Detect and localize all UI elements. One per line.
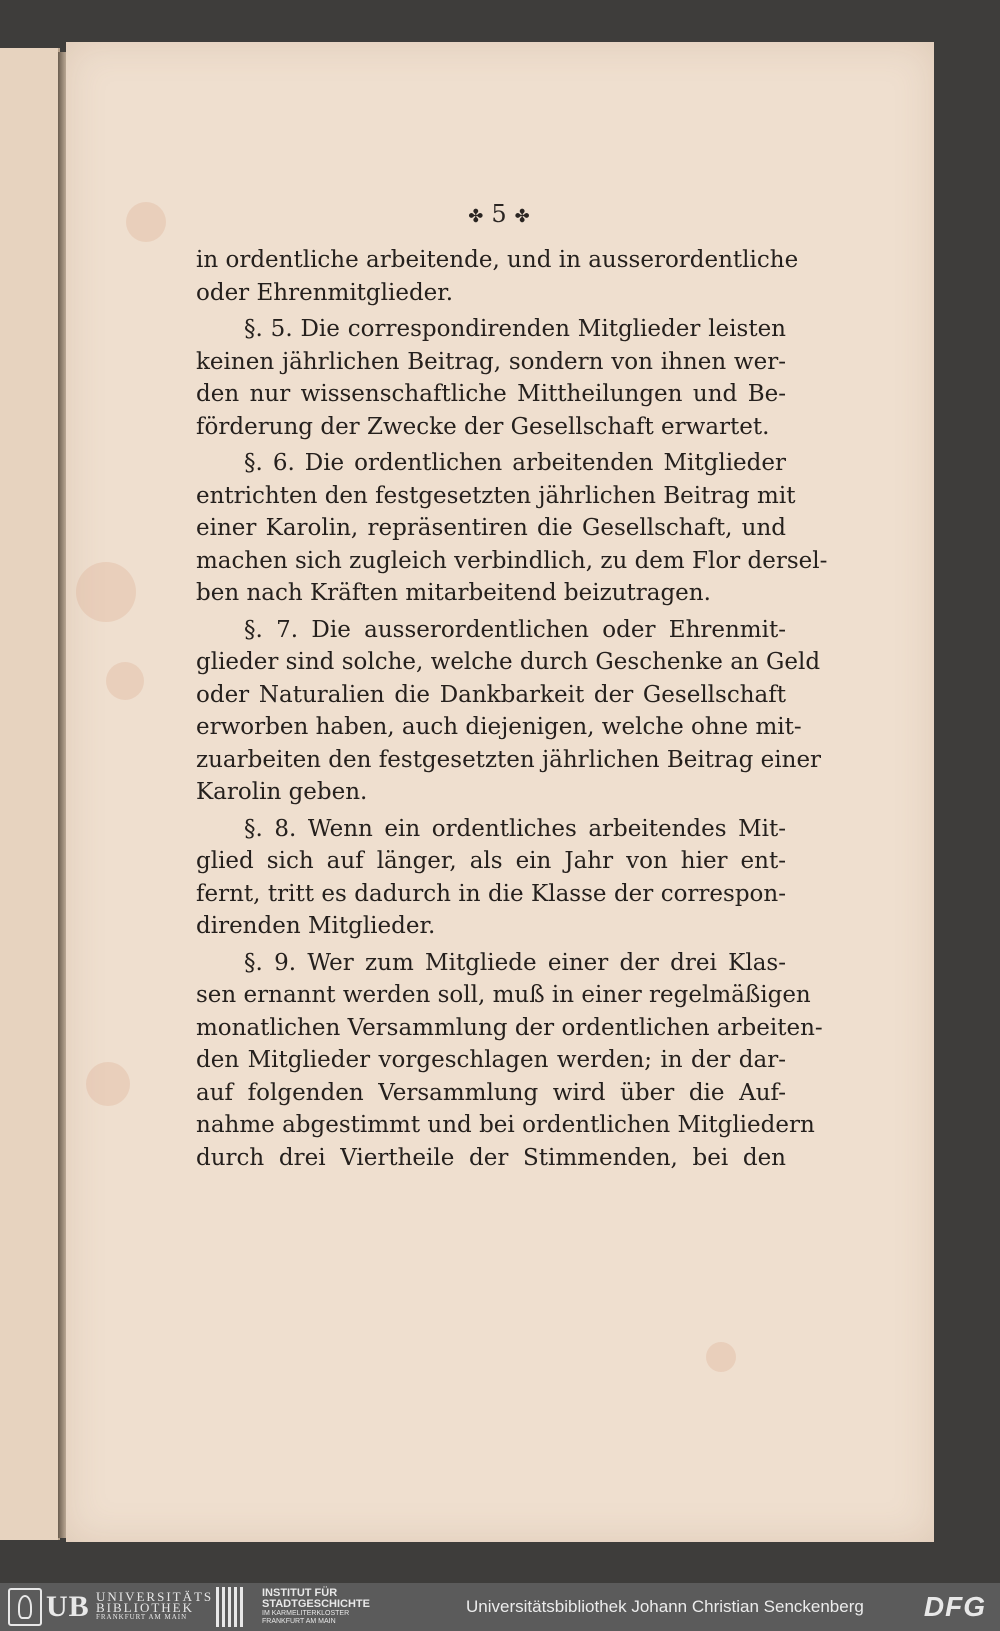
paragraph-7-start: §. 7. Die ausserordentlichen oder Ehrenmit- [244,616,786,643]
paragraph-8-start: §. 8. Wenn ein ordentliches arbeitendes Mit- [244,815,786,842]
text-line: den nur wissenschaftliche Mittheilungen und Be- [196,381,786,407]
paragraph-5-start: §. 5. Die correspondirenden Mitglieder leisten [244,316,786,342]
ub-logo[interactable] [8,1589,90,1625]
ornament-left-icon: ✤ [468,206,486,227]
page-text [196,244,828,1174]
text-line: glieder sind solche, welche durch Geschenke an Geld [196,649,821,675]
text-line: durch drei Viertheile der Stimmenden, bei den [196,1144,786,1171]
text-line: erworben haben, auch diejenigen, welche ohne mit- [196,714,802,740]
text-line: sen ernannt werden soll, muß in einer regelmäßigen [196,982,811,1008]
dfg-logo[interactable]: DFG [923,1591,986,1622]
wordmark-line: FRANKFURT AM MAIN [96,1613,188,1621]
university-library-wordmark [96,1591,213,1622]
page-number-value: 5 [491,200,509,228]
text-line: entrichten den festgesetzten jährlichen Beitrag mit [196,482,796,509]
text-line: Karolin geben. [196,779,368,805]
paragraph-9-start: §. 9. Wer zum Mitgliede einer der drei Klas- [244,949,786,976]
text-line: zuarbeiten den festgesetzten jährlichen Beitrag einer [196,746,822,773]
text-line: ben nach Kräften mitarbeitend beizutragen. [196,580,711,606]
text-line: auf folgenden Versammlung wird über die Auf- [196,1079,786,1106]
isg-line: STADTGESCHICHTE [262,1598,370,1610]
wordmark-line: BIBLIOTHEK [96,1600,194,1615]
page-number [66,200,934,228]
text-line: keinen jährlichen Beitrag, sondern von ihnen wer- [196,348,786,375]
text-line: in ordentliche arbeitende, und in ausserordentliche [196,247,799,273]
text-line: nahme abgestimmt und bei ordentlichen Mitgliedern [196,1112,815,1138]
isg-line: IM KARMELITERKLOSTER [262,1610,350,1617]
paper-stain [106,662,144,700]
text-line: einer Karolin, repräsentiren die Gesellschaft, und [196,515,786,541]
text-line: direnden Mitglieder. [196,913,436,939]
isg-line: FRANKFURT AM MAIN [262,1618,336,1625]
senckenberg-bust-icon [8,1588,42,1626]
footer-bar [0,1583,1000,1631]
text-line: den Mitglieder vorgeschlagen werden; in der dar- [196,1047,786,1073]
isg-wordmark [262,1588,370,1626]
text-line: glied sich auf länger, als ein Jahr von hier ent- [196,848,786,874]
paper-stain [86,1062,130,1106]
text-line: fernt, tritt es dadurch in die Klasse der correspon- [196,880,786,907]
isg-logo-icon[interactable] [216,1587,250,1627]
ornament-right-icon: ✤ [514,206,532,227]
left-page-edge [0,48,60,1540]
text-line: oder Ehrenmitglieder. [196,279,454,306]
text-line: oder Naturalien die Dankbarkeit der Gesellschaft [196,681,786,708]
text-line: förderung der Zwecke der Gesellschaft erwartet. [196,413,770,440]
paper-stain [706,1342,736,1372]
wordmark-line: UNIVERSITÄTS [96,1589,214,1604]
document-page [66,42,934,1542]
library-name-link[interactable]: Universitätsbibliothek Johann Christian Senckenberg [466,1597,864,1616]
paragraph-6-start: §. 6. Die ordentlichen arbeitenden Mitglieder [244,450,786,476]
text-line: machen sich zugleich verbindlich, zu dem Flor dersel- [196,547,828,574]
text-line: monatlichen Versammlung der ordentlichen arbeiten- [196,1014,823,1041]
paper-stain [76,562,136,622]
isg-line: INSTITUT FÜR [262,1587,338,1599]
ub-letters: UB [46,1590,90,1623]
